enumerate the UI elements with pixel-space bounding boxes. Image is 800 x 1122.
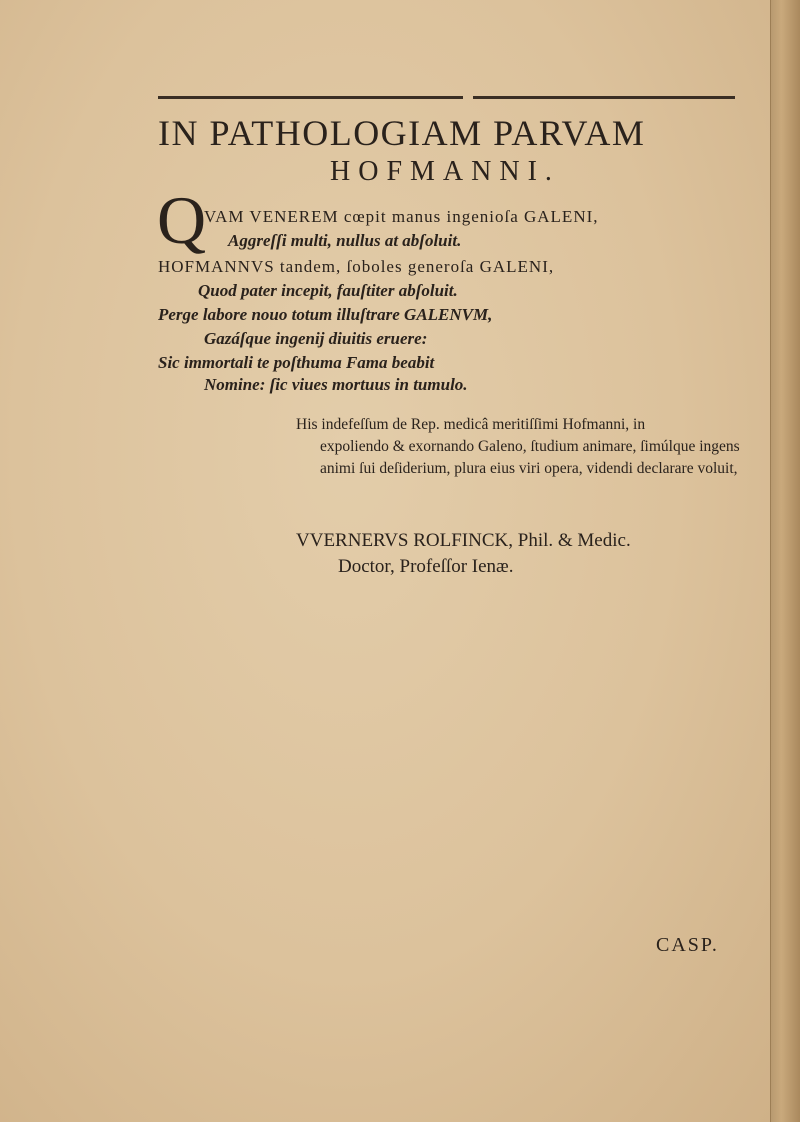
signature (296, 528, 631, 580)
poem-line: Nomine: ſic viues mortuus in tumulo. (204, 375, 468, 394)
dedication-rest: expoliendo & exornando Galeno, ſtudium animare, ſimúlque ingens animi ſui deſiderium, plura eius viri opera, videndi declarare voluit, (320, 438, 740, 477)
catchword: CASP. (656, 934, 719, 956)
header-rule-left (158, 96, 463, 99)
signature-line-1: VVERNERVS ROLFINCK, Phil. & Medic. (296, 530, 631, 551)
signature-line-2: Doctor, Profeſſor Ienæ. (338, 556, 514, 577)
page-subtitle: HOFMANNI. (330, 156, 560, 187)
poem-line: VAM VENEREM cœpit manus ingenioſa GALENI, (204, 207, 599, 226)
poem-line: HOFMANNVS tandem, ſoboles generoſa GALENI, (158, 257, 555, 276)
page-edge (770, 0, 800, 1122)
poem-line: Perge labore nouo totum illuſtrare GALENVM, (158, 305, 493, 324)
poem-line: Gazáſque ingenij diuitis eruere: (204, 329, 428, 348)
page-title: IN PATHOLOGIAM PARVAM (158, 113, 646, 153)
poem-line: Quod pater incepit, fauſtiter abſoluit. (198, 281, 458, 300)
header-rule-right (473, 96, 735, 99)
poem-line: Aggreſſi multi, nullus at abſoluit. (228, 231, 462, 250)
drop-cap: Q (157, 182, 207, 258)
dedication-first-line: His indefeſſum de Rep. medicâ meritiſſimi Hofmanni, in (296, 416, 646, 433)
dedication-paragraph (296, 414, 746, 480)
poem-line: Sic immortali te poſthuma Fama beabit (158, 353, 435, 372)
